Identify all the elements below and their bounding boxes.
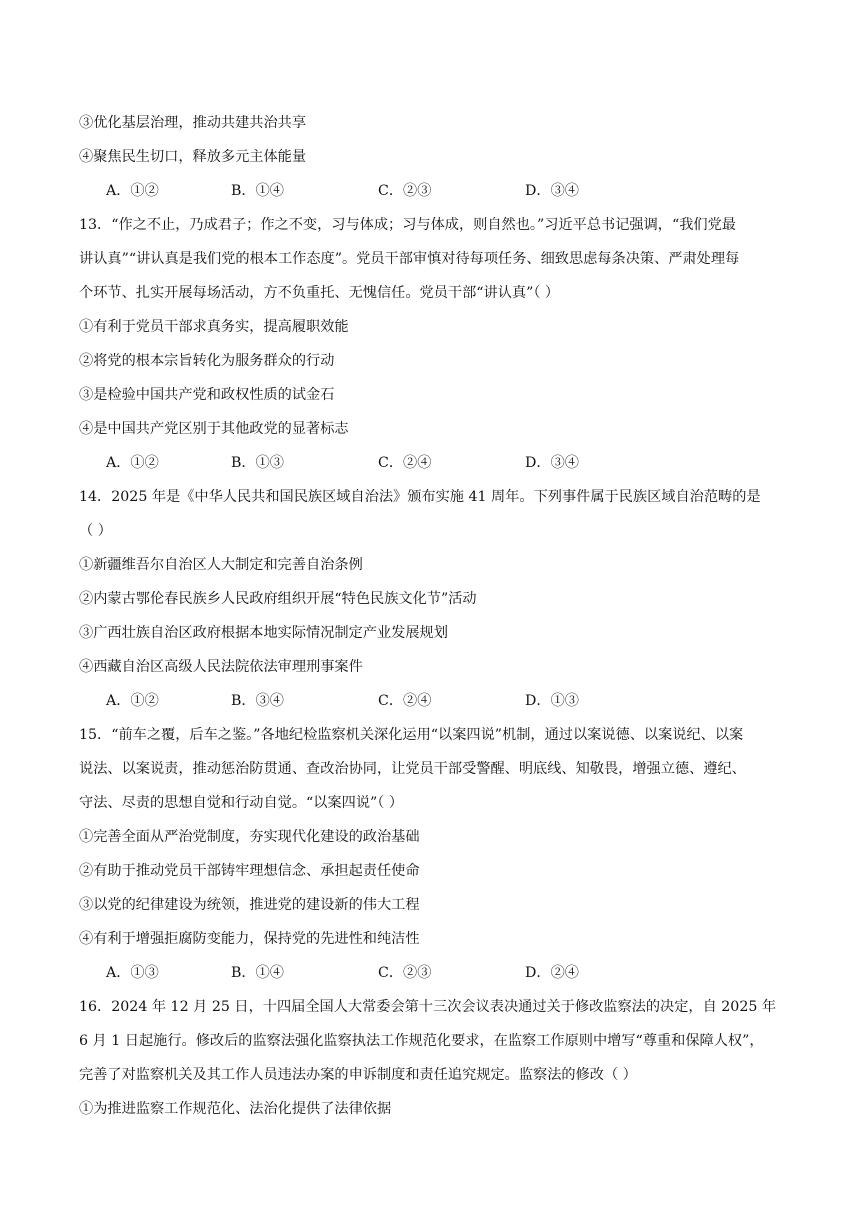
q12-option-c[interactable]: C．②③ [378, 183, 432, 199]
q15-item-1: ①完善全面从严治党制度，夯实现代化建设的政治基础 [79, 829, 420, 845]
q15-option-b[interactable]: B．①④ [231, 965, 284, 981]
q12-option-d[interactable]: D．③④ [525, 183, 579, 199]
q14-option-c[interactable]: C．②④ [378, 693, 432, 709]
q16-item-1: ①为推进监察工作规范化、法治化提供了法律依据 [79, 1101, 392, 1117]
q14-stem-line-1: 14．2025 年是《中华人民共和国民族区域自治法》颁布实施 41 周年。下列事件属于民族区域自治范畴的是 [79, 489, 761, 505]
q14-option-b[interactable]: B．③④ [231, 693, 284, 709]
q13-stem-line-1: 13．“作之不止，乃成君子；作之不变，习与体成；习与体成，则自然也。”习近平总书记强调，“我们党最 [79, 217, 736, 233]
q14-stem-line-2: （ ） [79, 523, 112, 539]
q13-item-3: ③是检验中国共产党和政权性质的试金石 [79, 387, 335, 403]
q13-stem-line-3: 个环节、扎实开展每场活动，方不负重托、无愧信任。党员干部“讲认真”（ ） [79, 285, 560, 301]
q13-item-1: ①有利于党员干部求真务实，提高履职效能 [79, 319, 349, 335]
q15-stem-line-3: 守法、尽责的思想自觉和行动自觉。“以案四说”（ ） [79, 795, 404, 811]
q14-options [79, 684, 791, 718]
q12-item-4: ④聚焦民生切口，释放多元主体能量 [79, 149, 307, 165]
q14-item-1: ①新疆维吾尔自治区人大制定和完善自治条例 [79, 557, 363, 573]
q12-option-a[interactable]: A．①② [106, 183, 159, 199]
q14-item-2: ②内蒙古鄂伦春民族乡人民政府组织开展“特色民族文化节”活动 [79, 591, 477, 607]
q14-option-a[interactable]: A．①② [106, 693, 159, 709]
q15-stem-line-2: 说法、以案说责，推动惩治防贯通、查改治协同，让党员干部受警醒、明底线、知敬畏，增强立德、遵纪、 [79, 761, 746, 777]
q15-item-4: ④有利于增强拒腐防变能力，保持党的先进性和纯洁性 [79, 931, 420, 947]
q14-item-3: ③广西壮族自治区政府根据本地实际情况制定产业发展规划 [79, 625, 448, 641]
q13-item-2: ②将党的根本宗旨转化为服务群众的行动 [79, 353, 335, 369]
q13-stem-line-2: 讲认真”“讲认真是我们党的根本工作态度”。党员干部审慎对待每项任务、细致思虑每条决策、严肃处理每 [79, 251, 740, 267]
q16-stem-line-3: 完善了对监察机关及其工作人员违法办案的申诉制度和责任追究规定。监察法的修改（ ） [79, 1067, 637, 1083]
q15-item-3: ③以党的纪律建设为统领，推进党的建设新的伟大工程 [79, 897, 420, 913]
q15-item-2: ②有助于推动党员干部铸牢理想信念、承担起责任使命 [79, 863, 420, 879]
q15-option-a[interactable]: A．①③ [106, 965, 159, 981]
q15-options [79, 956, 791, 990]
q13-option-a[interactable]: A．①② [106, 455, 159, 471]
q14-item-4: ④西藏自治区高级人民法院依法审理刑事案件 [79, 659, 363, 675]
q15-option-c[interactable]: C．②③ [378, 965, 432, 981]
q15-option-d[interactable]: D．②④ [525, 965, 579, 981]
question-content [79, 106, 791, 1126]
q16-stem-line-2: 6 月 1 日起施行。修改后的监察法强化监察执法工作规范化要求，在监察工作原则中增写“尊重和保障人权”， [79, 1033, 764, 1049]
q13-options [79, 446, 791, 480]
q12-item-3: ③优化基层治理，推动共建共治共享 [79, 115, 307, 131]
q13-option-b[interactable]: B．①③ [231, 455, 284, 471]
q13-option-d[interactable]: D．③④ [525, 455, 579, 471]
q12-option-b[interactable]: B．①④ [231, 183, 284, 199]
q14-option-d[interactable]: D．①③ [525, 693, 579, 709]
q13-option-c[interactable]: C．②④ [378, 455, 432, 471]
q16-stem-line-1: 16．2024 年 12 月 25 日，十四届全国人大常委会第十三次会议表决通过关于修改监察法的决定，自 2025 年 [79, 999, 777, 1015]
q13-item-4: ④是中国共产党区别于其他政党的显著标志 [79, 421, 349, 437]
q15-stem-line-1: 15．“前车之覆，后车之鉴。”各地纪检监察机关深化运用“以案四说”机制，通过以案说德、以案说纪、以案 [79, 727, 744, 743]
q12-options [79, 174, 791, 208]
